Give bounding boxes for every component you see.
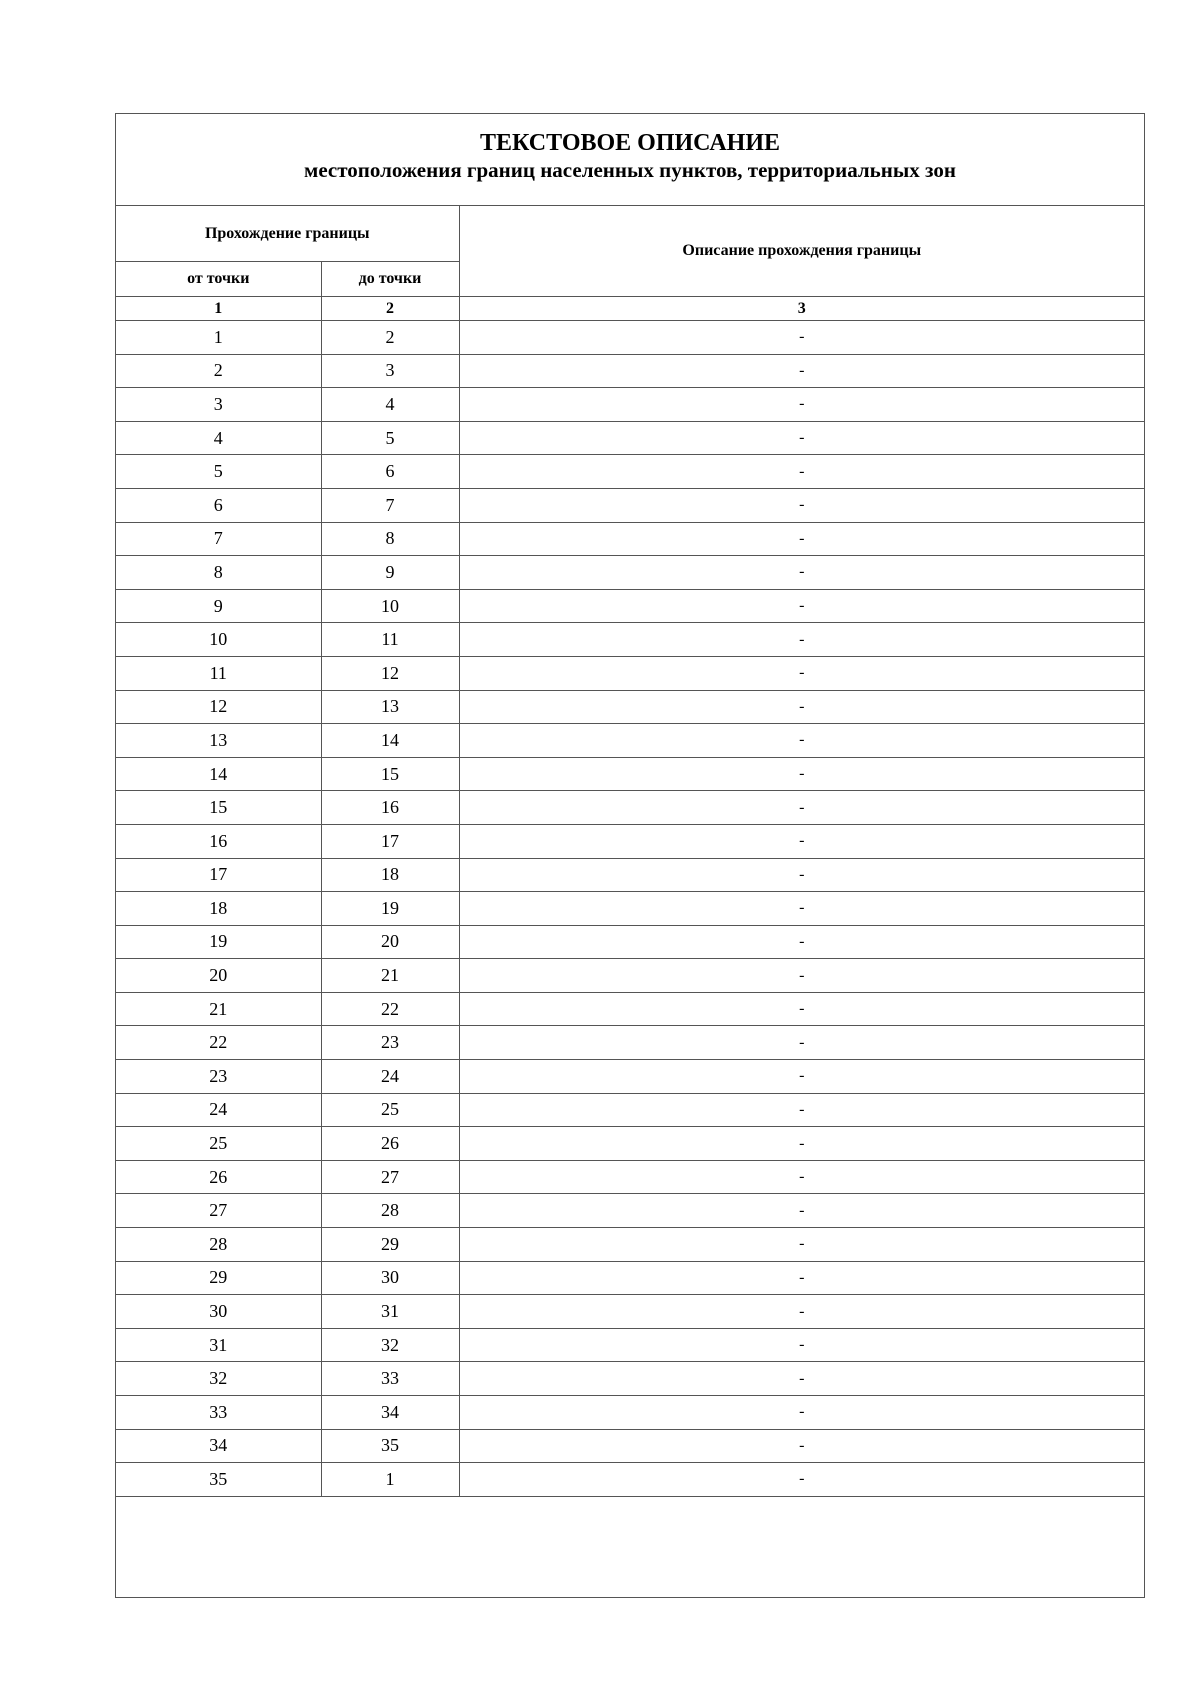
from-point-cell: 17	[116, 858, 321, 892]
description-cell: -	[459, 556, 1144, 590]
description-cell: -	[459, 1093, 1144, 1127]
description-cell: -	[459, 959, 1144, 993]
from-point-cell: 33	[116, 1396, 321, 1430]
from-point-cell: 7	[116, 522, 321, 556]
table-row	[116, 623, 1144, 657]
description-cell: -	[459, 1127, 1144, 1161]
from-point-cell: 23	[116, 1060, 321, 1094]
from-point-cell: 15	[116, 791, 321, 825]
table-row	[116, 388, 1144, 422]
table-row	[116, 455, 1144, 489]
document-title: ТЕКСТОВОЕ ОПИСАНИЕ	[479, 130, 780, 156]
to-point-cell: 11	[321, 623, 459, 657]
table-row	[116, 1127, 1144, 1161]
from-point-cell: 11	[116, 656, 321, 690]
table-row	[116, 959, 1144, 993]
to-point-cell: 10	[321, 589, 459, 623]
to-point-cell: 20	[321, 925, 459, 959]
table-row	[116, 522, 1144, 556]
title-block	[116, 114, 1144, 206]
table-row	[116, 791, 1144, 825]
from-point-cell: 30	[116, 1295, 321, 1329]
description-cell: -	[459, 522, 1144, 556]
to-point-cell: 19	[321, 892, 459, 926]
column-number-2: 2	[321, 297, 459, 321]
description-cell: -	[459, 623, 1144, 657]
table-row	[116, 1194, 1144, 1228]
table-row	[116, 1463, 1144, 1497]
description-cell: -	[459, 1194, 1144, 1228]
to-point-cell: 35	[321, 1429, 459, 1463]
to-point-cell: 17	[321, 824, 459, 858]
description-cell: -	[459, 1160, 1144, 1194]
to-point-cell: 33	[321, 1362, 459, 1396]
table-row	[116, 1261, 1144, 1295]
to-point-cell: 12	[321, 656, 459, 690]
from-point-cell: 2	[116, 354, 321, 388]
to-point-cell: 28	[321, 1194, 459, 1228]
to-point-cell: 18	[321, 858, 459, 892]
from-point-cell: 28	[116, 1228, 321, 1262]
table-row	[116, 757, 1144, 791]
table-row	[116, 992, 1144, 1026]
header-row-top	[116, 206, 1144, 262]
description-cell: -	[459, 354, 1144, 388]
description-cell: -	[459, 1026, 1144, 1060]
from-point-cell: 6	[116, 488, 321, 522]
to-point-cell: 34	[321, 1396, 459, 1430]
table-row	[116, 1396, 1144, 1430]
table-row	[116, 421, 1144, 455]
description-cell: -	[459, 925, 1144, 959]
from-point-cell: 20	[116, 959, 321, 993]
description-cell: -	[459, 690, 1144, 724]
description-cell: -	[459, 1396, 1144, 1430]
from-point-cell: 24	[116, 1093, 321, 1127]
to-point-cell: 9	[321, 556, 459, 590]
description-cell: -	[459, 1429, 1144, 1463]
description-cell: -	[459, 589, 1144, 623]
table-row	[116, 589, 1144, 623]
from-point-cell: 34	[116, 1429, 321, 1463]
from-point-cell: 12	[116, 690, 321, 724]
from-point-cell: 1	[116, 321, 321, 355]
to-point-cell: 26	[321, 1127, 459, 1161]
from-point-cell: 26	[116, 1160, 321, 1194]
from-point-cell: 25	[116, 1127, 321, 1161]
header-description-cell: Описание прохождения границы	[459, 206, 1144, 297]
to-point-cell: 21	[321, 959, 459, 993]
description-cell: -	[459, 892, 1144, 926]
from-point-cell: 10	[116, 623, 321, 657]
document-frame	[115, 113, 1145, 1598]
from-point-cell: 9	[116, 589, 321, 623]
to-point-cell: 24	[321, 1060, 459, 1094]
table-row	[116, 724, 1144, 758]
table-row	[116, 925, 1144, 959]
table-row	[116, 824, 1144, 858]
description-cell: -	[459, 1362, 1144, 1396]
to-point-cell: 5	[321, 421, 459, 455]
description-cell: -	[459, 824, 1144, 858]
table-row	[116, 354, 1144, 388]
from-point-cell: 27	[116, 1194, 321, 1228]
header-group-cell: Прохождение границы	[116, 206, 459, 262]
table-row	[116, 1429, 1144, 1463]
table-row	[116, 690, 1144, 724]
description-cell: -	[459, 992, 1144, 1026]
from-point-cell: 19	[116, 925, 321, 959]
table-row	[116, 1295, 1144, 1329]
to-point-cell: 8	[321, 522, 459, 556]
column-number-3: 3	[459, 297, 1144, 321]
description-cell: -	[459, 1261, 1144, 1295]
to-point-cell: 4	[321, 388, 459, 422]
to-point-cell: 15	[321, 757, 459, 791]
table-row	[116, 1060, 1144, 1094]
document-subtitle: местоположения границ населенных пунктов, территориальных зон	[304, 158, 956, 182]
from-point-cell: 32	[116, 1362, 321, 1396]
to-point-cell: 31	[321, 1295, 459, 1329]
to-point-cell: 27	[321, 1160, 459, 1194]
to-point-cell: 30	[321, 1261, 459, 1295]
blank-footer-area	[116, 1497, 1144, 1571]
description-cell: -	[459, 455, 1144, 489]
header-to-cell: до точки	[321, 262, 459, 297]
table-row	[116, 1160, 1144, 1194]
description-cell: -	[459, 791, 1144, 825]
description-cell: -	[459, 388, 1144, 422]
from-point-cell: 14	[116, 757, 321, 791]
description-cell: -	[459, 488, 1144, 522]
to-point-cell: 23	[321, 1026, 459, 1060]
table-row	[116, 488, 1144, 522]
from-point-cell: 18	[116, 892, 321, 926]
to-point-cell: 14	[321, 724, 459, 758]
table-row	[116, 1026, 1144, 1060]
to-point-cell: 2	[321, 321, 459, 355]
table-row	[116, 1228, 1144, 1262]
description-cell: -	[459, 321, 1144, 355]
table-row	[116, 656, 1144, 690]
from-point-cell: 4	[116, 421, 321, 455]
to-point-cell: 32	[321, 1328, 459, 1362]
description-cell: -	[459, 757, 1144, 791]
description-cell: -	[459, 1463, 1144, 1497]
to-point-cell: 13	[321, 690, 459, 724]
table-row	[116, 556, 1144, 590]
from-point-cell: 29	[116, 1261, 321, 1295]
from-point-cell: 13	[116, 724, 321, 758]
description-cell: -	[459, 1228, 1144, 1262]
table-row	[116, 892, 1144, 926]
to-point-cell: 29	[321, 1228, 459, 1262]
table-row	[116, 1093, 1144, 1127]
table-row	[116, 1328, 1144, 1362]
from-point-cell: 31	[116, 1328, 321, 1362]
description-cell: -	[459, 656, 1144, 690]
from-point-cell: 35	[116, 1463, 321, 1497]
to-point-cell: 1	[321, 1463, 459, 1497]
description-cell: -	[459, 421, 1144, 455]
to-point-cell: 3	[321, 354, 459, 388]
table-row	[116, 858, 1144, 892]
from-point-cell: 3	[116, 388, 321, 422]
to-point-cell: 16	[321, 791, 459, 825]
column-number-row	[116, 297, 1144, 321]
to-point-cell: 25	[321, 1093, 459, 1127]
table-row	[116, 1362, 1144, 1396]
from-point-cell: 16	[116, 824, 321, 858]
table-row	[116, 321, 1144, 355]
description-cell: -	[459, 858, 1144, 892]
description-cell: -	[459, 1295, 1144, 1329]
from-point-cell: 5	[116, 455, 321, 489]
column-number-1: 1	[116, 297, 321, 321]
header-from-cell: от точки	[116, 262, 321, 297]
to-point-cell: 6	[321, 455, 459, 489]
from-point-cell: 22	[116, 1026, 321, 1060]
to-point-cell: 7	[321, 488, 459, 522]
description-cell: -	[459, 724, 1144, 758]
from-point-cell: 21	[116, 992, 321, 1026]
to-point-cell: 22	[321, 992, 459, 1026]
from-point-cell: 8	[116, 556, 321, 590]
description-cell: -	[459, 1328, 1144, 1362]
boundary-table	[116, 206, 1144, 1497]
description-cell: -	[459, 1060, 1144, 1094]
